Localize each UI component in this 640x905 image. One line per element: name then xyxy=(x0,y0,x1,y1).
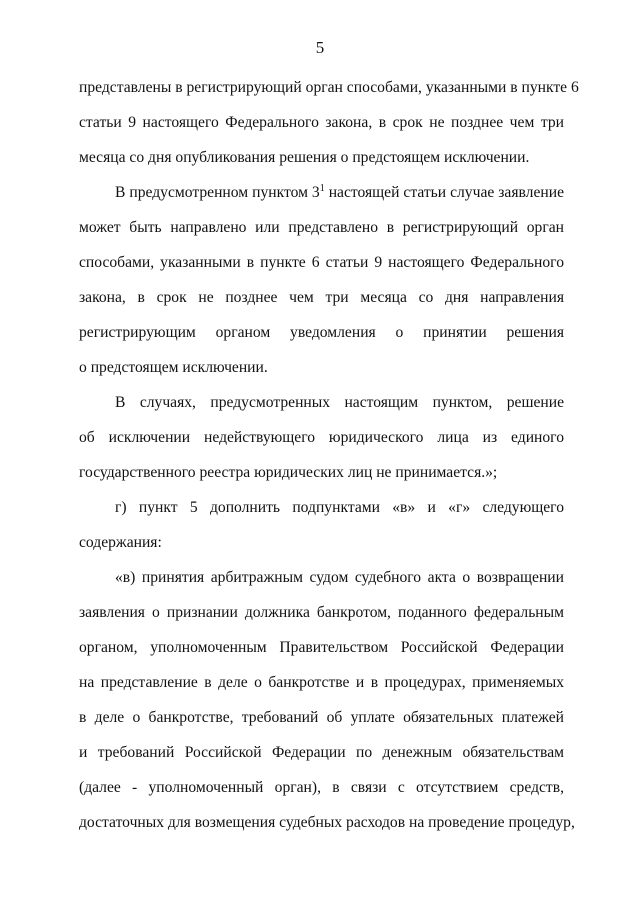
text-line: органом, уполномоченным Правительством Российской Федерации xyxy=(79,639,564,656)
text-line: и требований Российской Федерации по денежным обязательствам xyxy=(79,744,564,761)
text-line: содержания: xyxy=(79,534,162,551)
text-line: государственного реестра юридических лиц не принимается.»; xyxy=(79,464,498,481)
text-line: статьи 9 настоящего Федерального закона, в срок не позднее чем три xyxy=(79,114,564,131)
text-segment: В предусмотренном пунктом 3 xyxy=(115,184,320,201)
superscript: 1 xyxy=(319,183,325,194)
text-line: В случаях, предусмотренных настоящим пунктом, решение xyxy=(115,394,564,411)
text-line: регистрирующим органом уведомления о принятии решения xyxy=(79,324,564,341)
text-line: о предстоящем исключении. xyxy=(79,359,268,376)
text-line: «в) принятия арбитражным судом судебного акта о возвращении xyxy=(115,569,564,586)
text-segment: настоящей статьи случае заявление xyxy=(324,184,564,201)
text-line: (далее - уполномоченный орган), в связи с отсутствием средств, xyxy=(79,779,564,796)
text-line: достаточных для возмещения судебных расходов на проведение процедур, xyxy=(79,814,575,831)
text-line: способами, указанными в пункте 6 статьи 9 настоящего Федерального xyxy=(79,254,564,271)
text-line: в деле о банкротстве, требований об уплате обязательных платежей xyxy=(79,709,564,726)
page-number: 5 xyxy=(315,38,325,57)
text-line: представлены в регистрирующий орган способами, указанными в пункте 6 xyxy=(79,79,579,96)
text-line: закона, в срок не позднее чем три месяца со дня направления xyxy=(79,289,564,306)
text-line: месяца со дня опубликования решения о предстоящем исключении. xyxy=(79,149,530,166)
text-line: на представление в деле о банкротстве и в процедурах, применяемых xyxy=(79,674,564,691)
text-line: заявления о признании должника банкротом, поданного федеральным xyxy=(79,604,564,621)
text-line: об исключении недействующего юридического лица из единого xyxy=(79,429,564,446)
text-line: г) пункт 5 дополнить подпунктами «в» и «г» следующего xyxy=(115,499,564,516)
text-line: может быть направлено или представлено в регистрирующий орган xyxy=(79,219,564,236)
text-line-with-superscript xyxy=(115,183,564,203)
